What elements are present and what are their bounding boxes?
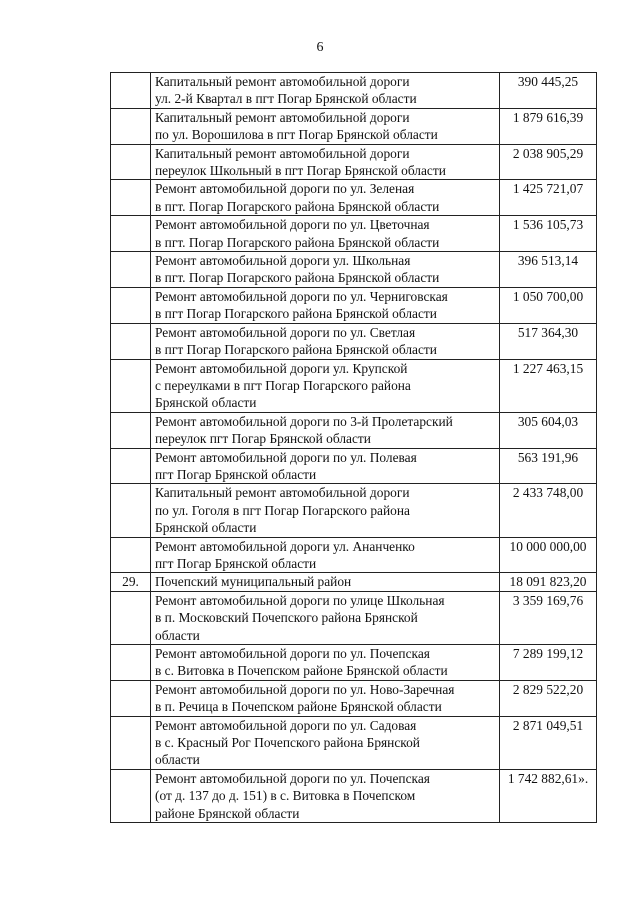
description-line: районе Брянской области [155, 805, 300, 821]
row-amount: 2 829 522,20 [500, 680, 597, 716]
description-line: по ул. Гоголя в пгт Погар Погарского района [155, 502, 410, 518]
description-line: в п. Речица в Почепском районе Брянской области [155, 699, 442, 715]
row-description [151, 573, 500, 591]
row-amount: 396 513,14 [500, 252, 597, 288]
description-line: Ремонт автомобильной дороги по ул. Почепская [155, 646, 430, 661]
description-line: Ремонт автомобильной дороги ул. Ананченко [155, 538, 415, 554]
description-line: (от д. 137 до д. 151) в с. Витовка в Почепском [155, 788, 416, 804]
row-description [151, 144, 500, 180]
row-amount: 1 050 700,00 [500, 287, 597, 323]
table-row [111, 144, 597, 180]
row-amount: 563 191,96 [500, 448, 597, 484]
row-number [111, 769, 151, 822]
description-line: Ремонт автомобильной дороги ул. Школьная [155, 253, 411, 269]
row-description [151, 716, 500, 769]
row-number: 29. [111, 573, 151, 591]
description-line: Ремонт автомобильной дороги по улице Школьная [155, 592, 445, 608]
table-row [111, 180, 597, 216]
row-number [111, 108, 151, 144]
table-row [111, 323, 597, 359]
row-amount: 1 742 882,61». [500, 769, 597, 822]
row-number [111, 359, 151, 412]
description-line: Брянской области [155, 520, 257, 536]
row-amount: 517 364,30 [500, 323, 597, 359]
table-row [111, 537, 597, 573]
funding-table [110, 72, 597, 823]
row-amount: 305 604,03 [500, 412, 597, 448]
description-line: области [155, 752, 200, 768]
description-line: Ремонт автомобильной дороги по ул. Зеленая [155, 181, 415, 197]
row-description [151, 359, 500, 412]
table-row [111, 216, 597, 252]
row-number [111, 252, 151, 288]
row-number [111, 716, 151, 769]
description-line: Брянской области [155, 395, 257, 411]
row-number [111, 484, 151, 537]
table-row [111, 287, 597, 323]
row-amount: 18 091 823,20 [500, 573, 597, 591]
row-description [151, 645, 500, 681]
description-line: в пгт Погар Погарского района Брянской области [155, 342, 437, 358]
row-amount: 3 359 169,76 [500, 591, 597, 644]
description-line: в пгт. Погар Погарского района Брянской области [155, 234, 440, 250]
description-line: с переулками в пгт Погар Погарского района [155, 377, 411, 393]
description-line: Ремонт автомобильной дороги по ул. Светлая [155, 324, 416, 340]
row-amount: 1 879 616,39 [500, 108, 597, 144]
row-number [111, 680, 151, 716]
row-number [111, 645, 151, 681]
description-line: переулок Школьный в пгт Погар Брянской области [155, 163, 446, 179]
row-number [111, 448, 151, 484]
row-description [151, 769, 500, 822]
table-row [111, 359, 597, 412]
description-line: Почепский муниципальный район [155, 574, 352, 590]
table-row [111, 645, 597, 681]
description-line: переулок пгт Погар Брянской области [155, 431, 371, 447]
row-amount: 390 445,25 [500, 73, 597, 109]
description-line: пгт Погар Брянской области [155, 555, 317, 571]
description-line: области [155, 627, 200, 643]
row-number [111, 73, 151, 109]
description-line: по ул. Ворошилова в пгт Погар Брянской области [155, 127, 438, 143]
row-amount: 7 289 199,12 [500, 645, 597, 681]
table-body [111, 73, 597, 823]
row-description [151, 73, 500, 109]
row-number [111, 323, 151, 359]
row-amount: 1 227 463,15 [500, 359, 597, 412]
table-row [111, 108, 597, 144]
table-row [111, 412, 597, 448]
row-number [111, 591, 151, 644]
table-row [111, 484, 597, 537]
row-amount: 1 425 721,07 [500, 180, 597, 216]
table-row [111, 573, 597, 591]
description-line: в с. Красный Рог Почепского района Брянской [155, 735, 420, 751]
description-line: Ремонт автомобильной дороги по ул. Садовая [155, 717, 417, 733]
row-number [111, 537, 151, 573]
description-line: в пгт Погар Погарского района Брянской области [155, 306, 437, 322]
row-description [151, 287, 500, 323]
description-line: пгт Погар Брянской области [155, 466, 317, 482]
row-description [151, 680, 500, 716]
row-amount: 2 871 049,51 [500, 716, 597, 769]
description-line: Капитальный ремонт автомобильной дороги [155, 109, 410, 125]
row-number [111, 216, 151, 252]
description-line: ул. 2-й Квартал в пгт Погар Брянской области [155, 91, 417, 107]
row-description [151, 216, 500, 252]
description-line: Ремонт автомобильной дороги по ул. Ново-Заречная [155, 681, 455, 697]
description-line: Капитальный ремонт автомобильной дороги [155, 74, 410, 89]
row-amount: 2 038 905,29 [500, 144, 597, 180]
table-row [111, 680, 597, 716]
row-amount: 2 433 748,00 [500, 484, 597, 537]
description-line: в п. Московский Почепского района Брянской [155, 610, 418, 626]
row-description [151, 180, 500, 216]
description-line: Ремонт автомобильной дороги по ул. Полевая [155, 449, 417, 465]
description-line: Ремонт автомобильной дороги по ул. Цветочная [155, 217, 430, 233]
page-number: 6 [316, 40, 324, 55]
row-number [111, 144, 151, 180]
row-description [151, 412, 500, 448]
description-line: в пгт. Погар Погарского района Брянской области [155, 270, 440, 286]
table-row [111, 73, 597, 109]
description-line: Капитальный ремонт автомобильной дороги [155, 485, 410, 501]
row-description [151, 537, 500, 573]
table-row [111, 769, 597, 822]
row-description [151, 448, 500, 484]
description-line: Капитальный ремонт автомобильной дороги [155, 145, 410, 161]
row-number [111, 180, 151, 216]
row-amount: 10 000 000,00 [500, 537, 597, 573]
row-amount: 1 536 105,73 [500, 216, 597, 252]
table-row [111, 448, 597, 484]
row-description [151, 484, 500, 537]
description-line: в пгт. Погар Погарского района Брянской области [155, 198, 440, 214]
row-description [151, 591, 500, 644]
row-description [151, 108, 500, 144]
table-row [111, 591, 597, 644]
table-row [111, 716, 597, 769]
description-line: Ремонт автомобильной дороги по ул. Почепская [155, 770, 430, 786]
row-number [111, 287, 151, 323]
description-line: Ремонт автомобильной дороги по 3-й Пролетарский [155, 413, 453, 429]
row-description [151, 252, 500, 288]
table-row [111, 252, 597, 288]
description-line: Ремонт автомобильной дороги по ул. Черниговская [155, 288, 448, 304]
description-line: в с. Витовка в Почепском районе Брянской области [155, 663, 448, 679]
description-line: Ремонт автомобильной дороги ул. Крупской [155, 360, 408, 376]
row-number [111, 412, 151, 448]
row-description [151, 323, 500, 359]
